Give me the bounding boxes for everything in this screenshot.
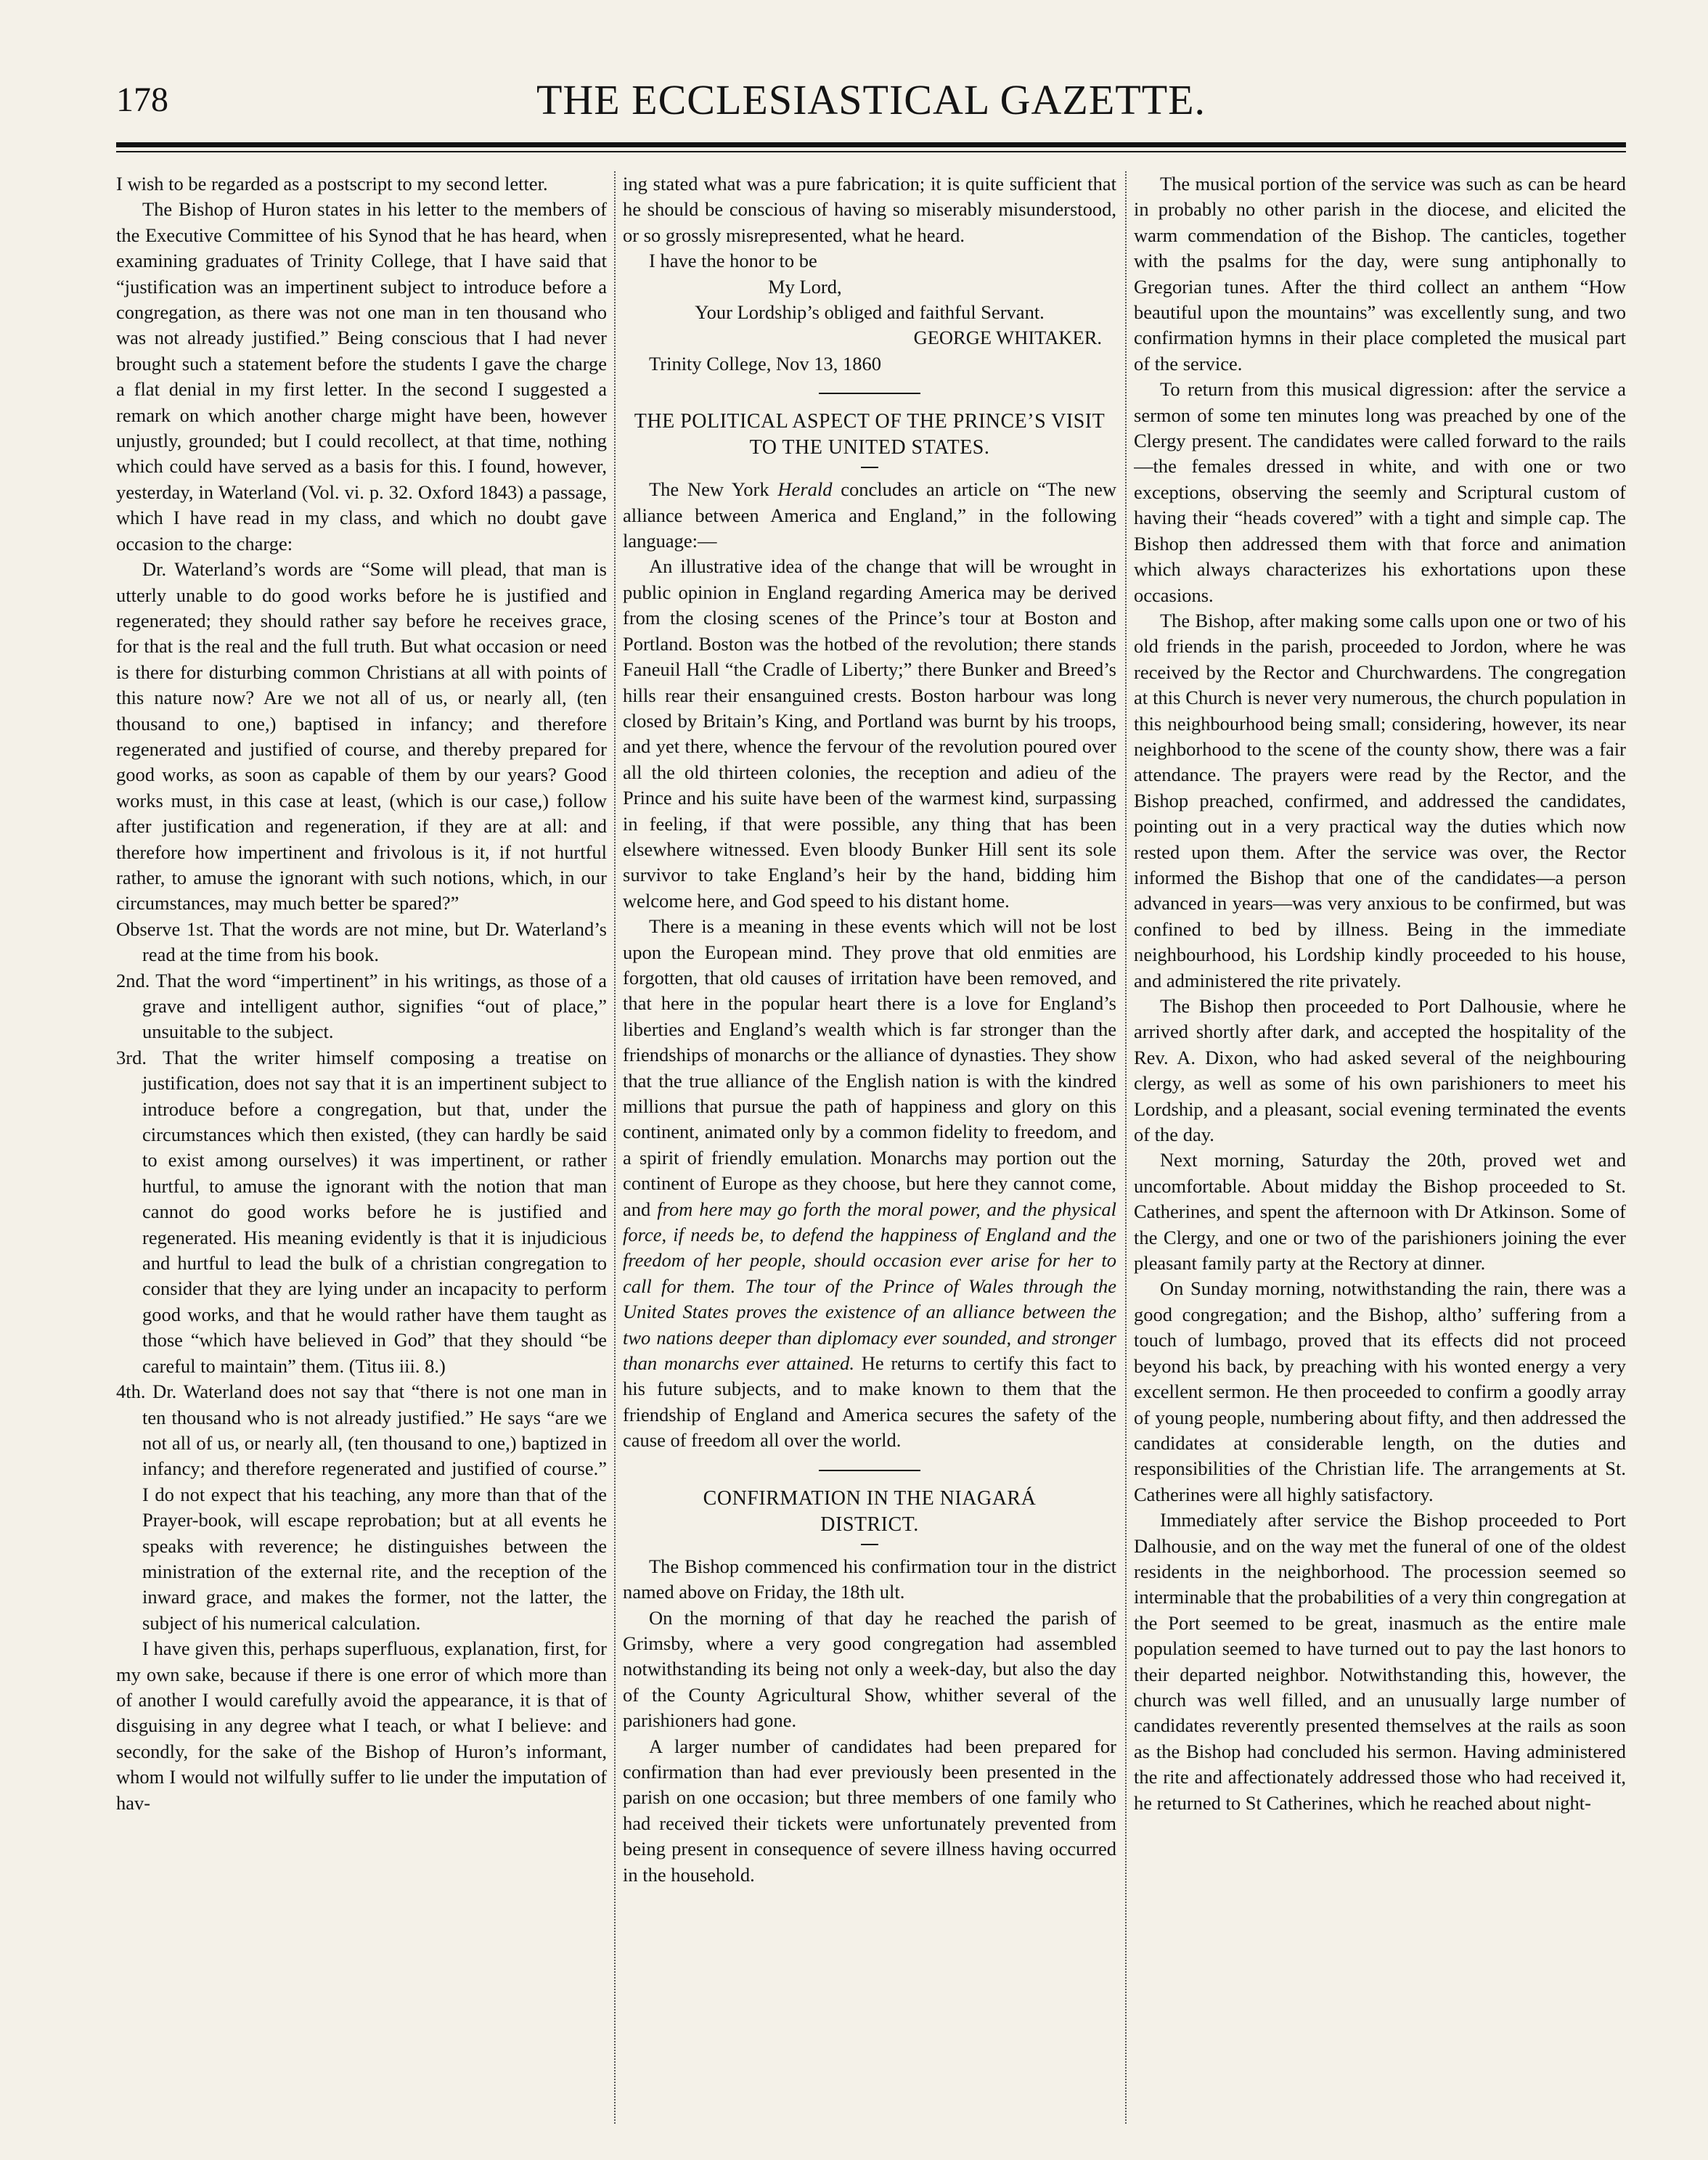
column-1 bbox=[116, 171, 607, 2131]
paragraph: The Bishop commenced his confirmation tour in the district named above on Friday, the 18th ult. bbox=[623, 1555, 1116, 1603]
list-item: 3rd. That the writer himself composing a treatise on justification, does not say that it is an impertinent subject to introduce before a congregation, but that, under the circumstances which then existed, (they can hardly be said to exist among ourselves) it was impertinent, or rather hurtful, to amuse the ignorant with the notion that man cannot do good works before he is justified and regenerated. His meaning evidently is that it is injudicious and hurtful to lead the bulk of a christian congregation to consider that they are lying under an incapacity to perform good works, and that he would rather have them taught as those “which have believed in God” that they should “be careful to maintain” them. (Titus iii. 8.) bbox=[116, 1046, 607, 1377]
paragraph: The Bishop, after making some calls upon one or two of his old friends in the parish, proceeded to Jordon, where he was received by the Rector and Churchwardens. The congregation at this Church is never very numerous, the church population in this neighbourhood being small; considering, however, its near neighborhood to the scene of the county show, there was a fair attendance. The prayers were read by the Rector, and the Bishop preached, confirmed, and addressed the candidates, pointing out in a very practical way the duties which now rested upon them. After the service was over, the Rector informed the Bishop that one of the candidates—a person advanced in years—was very anxious to be confirmed, but was confined to bed by illness. Being in the immediate neighbourhood, his Lordship kindly proceeded to his house, and administered the rite privately. bbox=[1134, 609, 1626, 991]
text-span: concludes an article on “The new alliance between America and England,” in the following language:— bbox=[623, 478, 1116, 552]
italic-span: Herald bbox=[777, 478, 833, 501]
headline-dash bbox=[861, 1544, 878, 1545]
page-header bbox=[116, 73, 1626, 138]
paragraph: To return from this musical digression: after the service a sermon of some ten minutes long was preached by one of the Clergy present. The candidates were called forward to the rails—the females dressed in white, and with one or two exceptions, observing the seemly and Scriptural custom of having their “heads covered” with a tight and simple cap. The Bishop then addressed them with that force and animation which always characterizes his exhortations upon these occasions. bbox=[1134, 378, 1626, 606]
page-number: 178 bbox=[116, 81, 168, 119]
column-2 bbox=[623, 171, 1116, 2131]
numbered-observations bbox=[116, 917, 607, 1636]
paragraph: I have given this, perhaps superfluous, explanation, first, for my own sake, because if there is one error of which more than of another I would carefully avoid the appearance, it is that of disguising in any degree what I teach, or what I believe: and secondly, for the sake of the Bishop of Huron’s informant, whom I would not wilfully suffer to lie under the imputation of hav- bbox=[116, 1637, 607, 1814]
signature-line: My Lord, bbox=[768, 275, 842, 298]
paragraph: The Bishop then proceeded to Port Dalhousie, where he arrived shortly after dark, and accepted the hospitality of the Rev. A. Dixon, who had asked several of the neighbouring clergy, as well as some of his own parishioners to meet his Lordship, and a pleasant, social evening terminated the events of the day. bbox=[1134, 995, 1626, 1146]
text-span: He returns to certify this fact to his future subjects, and to make known to them that the friendship of England and America secures the safety of the cause of freedom all over the world. bbox=[623, 1352, 1116, 1452]
header-rule-thin bbox=[116, 151, 1626, 152]
column-divider-2 bbox=[1125, 171, 1127, 2124]
paragraph: An illustrative idea of the change that will be wrought in public opinion in England regarding America may be derived from the closing scenes of the Prince’s tour at Boston and Portland. Boston was the hotbed of the revolution; there stands Faneuil Hall “the Cradle of Liberty;” there Bunker and Breed’s hills rear their ensanguined crests. Boston harbour was long closed by Britain’s King, and Portland was burnt by his troops, and yet there, whence the fervour of the revolution poured over all the old thirteen colonies, the reception and adieu of the Prince and his suite have been of the warmest kind, surpassing in feeling, if that were possible, any thing that has been elsewhere witnessed. Even bloody Bunker Hill sent its sole survivor to take England’s heir by the hand, bidding him welcome here, and God speed to his distant home. bbox=[623, 555, 1116, 912]
article-headline: CONFIRMATION IN THE NIAGARÁ DISTRICT. bbox=[703, 1486, 1037, 1536]
signature-line: I have the honor to be bbox=[649, 250, 817, 272]
paragraph: Next morning, Saturday the 20th, proved wet and uncomfortable. About midday the Bishop proceeded to St. Catherines, and spent the afternoon with Dr Atkinson. Some of the Clergy, and one or two of the parishioners joining the ever pleasant family party at the Rectory at dinner. bbox=[1134, 1149, 1626, 1275]
paragraph: The musical portion of the service was such as can be heard in probably no other parish in the diocese, and elicited the warm commendation of the Bishop. The canticles, together with the psalms for the day, were sung antiphonally to Gregorian tunes. After the third collect an anthem “How beautiful upon the mountains” was excellently sung, and two confirmation hymns in their place completed the musical part of the service. bbox=[1134, 173, 1626, 375]
paragraph: A larger number of candidates had been prepared for confirmation than had ever previously been presented in the parish on one occasion; but three members of one family who had received their tickets were unfortunately prevented from being present in consequence of severe illness having occurred in the household. bbox=[623, 1735, 1116, 1886]
signature-line: Your Lordship’s obliged and faithful Servant. bbox=[695, 301, 1045, 324]
text-span: The New York bbox=[649, 478, 778, 501]
italic-span: from here may go forth the moral power, and the physical force, if needs be, to defend the happiness of England and the freedom of her people, should occasion ever arise for her to call for them. The tour of the Prince of Wales through the United States proves the existence of an alliance between the two nations deeper than diplomacy ever sounded, and stronger than monarchs ever attained. bbox=[623, 1198, 1116, 1375]
section-rule bbox=[819, 393, 920, 394]
paragraph bbox=[623, 477, 1116, 554]
paragraph: The Bishop of Huron states in his letter to the members of the Executive Committee of his Synod that he has heard, when examining graduates of Trinity College, that I have said that “justification was an impertinent subject to introduce before a congregation, as there was not one man in ten thousand who was not already justified.” Being conscious that I had never brought such a statement before the students I gave the charge a flat denial in my first letter. In the second I suggested a remark on which another charge might have been, however unjustly, grounded; but I could recollect, at that time, nothing which could have served as a basis for this. I found, however, yesterday, in Waterland (Vol. vi. p. 32. Oxford 1843) a passage, which I have read in my class, and which no doubt gave occasion to the charge: bbox=[116, 198, 607, 555]
signature-date: Trinity College, Nov 13, 1860 bbox=[649, 352, 881, 375]
newspaper-title: THE ECCLESIASTICAL GAZETTE. bbox=[536, 76, 1206, 123]
paragraph: Immediately after service the Bishop proceeded to Port Dalhousie, and on the way met the funeral of one of the oldest residents in the neighborhood. The procession seemed so interminable that the probabilities of a very thin congregation at the Port seemed to be great, inasmuch as the entire male population seemed to have turned out to pay the last honors to their departed neighbor. Notwithstanding this, however, the church was well filled, and an unusually large number of candidates reverently presented themselves at the rails as soon as the Bishop had concluded his sermon. Having administered the rite and affectionately addressed those who had received it, he returned to St Catherines, which he reached about night- bbox=[1134, 1509, 1626, 1814]
paragraph: On Sunday morning, notwithstanding the rain, there was a good congregation; and the Bishop, altho’ suffering from a touch of lumbago, proved that its effects did not proceed beyond his back, by preaching with his wonted energy a very excellent sermon. He then proceeded to confirm a goodly array of young people, numbering about fifty, and then addressed the candidates at considerable length, on the duties and responsibilities of the Christian life. The arrangements at St. Catherines were all highly satisfactory. bbox=[1134, 1277, 1626, 1505]
column-divider-1 bbox=[614, 171, 616, 2124]
headline-dash bbox=[861, 467, 878, 468]
paragraph bbox=[623, 914, 1116, 1454]
paragraph: Dr. Waterland’s words are “Some will plead, that man is utterly unable to do good works before he is justified and regenerated; they should rather say before he receives grace, for that is the real and the full truth. But what occasion or need is there for disturbing common Christians at all with points of this nature now? Are we not all of us, or nearly all, (ten thousand to one,) baptised in infancy; and therefore regenerated and justified of course, and thereby prepared for good works, as soon as capable of them by our years? Good works must, in this case at least, (which is our case,) follow after justification and regeneration, if they are at all: and therefore how impertinent and frivolous is it, if not hurtful rather, to amuse the ignorant with such notions, which, in our circumstances, may much better be spared?” bbox=[116, 558, 607, 915]
header-rule-thick bbox=[116, 142, 1626, 147]
paragraph: I wish to be regarded as a postscript to my second letter. bbox=[116, 173, 548, 195]
article-headline: THE POLITICAL ASPECT OF THE PRINCE’S VISIT TO THE UNITED STATES. bbox=[634, 410, 1106, 459]
text-span: There is a meaning in these events which will not be lost upon the European mind. They prove that old enmities are forgotten, that old causes of irritation have been removed, and that here in the popular heart there is a love for England’s liberties and England’s wealth which is far stronger than the friendships of monarchs or the alliance of dynasties. They show that the true alliance of the English nation is with the kindred millions that pursue the path of happiness and glory on this continent, animated only by a common fidelity to freedom, and a spirit of friendly emulation. Monarchs may portion out the continent of Europe as they choose, but here they cannot come, and bbox=[623, 915, 1116, 1220]
paragraph: On the morning of that day he reached the parish of Grimsby, where a very good congregation had assembled notwithstanding its being not only a week-day, but also the day of the County Agricultural Show, whither several of the parishioners had gone. bbox=[623, 1606, 1116, 1732]
list-item: Observe 1st. That the words are not mine, but Dr. Waterland’s read at the time from his book. bbox=[116, 917, 607, 966]
paragraph: ing stated what was a pure fabrication; it is quite sufficient that he should be conscious of having so miserably misunderstood, or so grossly misrepresented, what he heard. bbox=[623, 173, 1116, 246]
column-3 bbox=[1134, 171, 1626, 2131]
signature-name: GEORGE WHITAKER. bbox=[913, 327, 1102, 349]
list-item: 4th. Dr. Waterland does not say that “there is not one man in ten thousand who is not already justified.” He says “are we not all of us, or nearly all, (ten thousand to one,) baptized in infancy; and therefore regenerated and justified of course.” I do not expect that his teaching, any more than that of the Prayer-book, will escape reprobation; but at all events he speaks with reverence; he distinguishes between the ministration of the external rite, and the reception of the inward grace, and makes the former, not the latter, the subject of his numerical calculation. bbox=[116, 1380, 607, 1634]
section-rule bbox=[819, 1470, 920, 1471]
list-item: 2nd. That the word “impertinent” in his writings, as those of a grave and intelligent author, signifies “out of place,” unsuitable to the subject. bbox=[116, 969, 607, 1043]
